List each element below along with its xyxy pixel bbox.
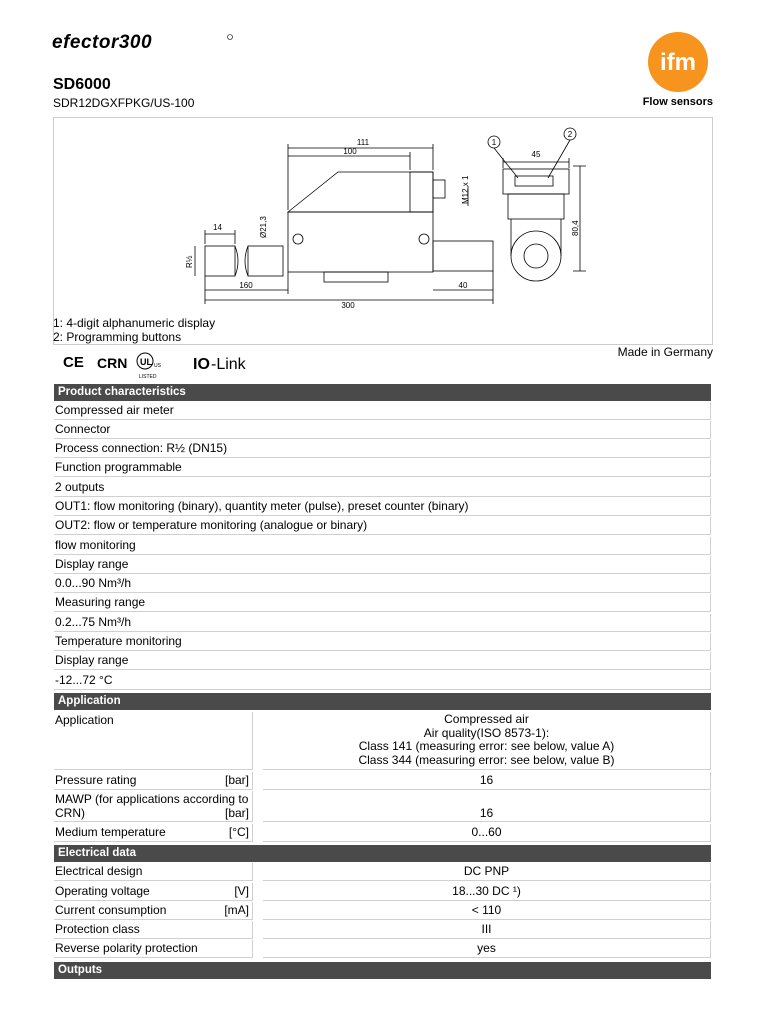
list-item: flow monitoring [54,537,711,555]
list-item: 2 outputs [54,479,711,497]
row-value: 18...30 DC ¹) [263,883,711,901]
medium-temperature-row [54,824,711,842]
list-item: -12...72 °C [54,672,711,690]
dim-45: 45 [531,150,541,159]
application-value-line: Air quality(ISO 8573-1): [423,725,550,740]
row-value: < 110 [263,902,711,920]
row-label: Protection class [55,922,140,936]
table-row [54,940,711,958]
pressure-rating-label: Pressure rating [55,773,137,787]
pressure-rating-row [54,772,711,790]
application-value-line: Class 141 (measuring error: see below, value A) [358,739,615,754]
certification-marks [61,351,261,381]
list-item: Function programmable [54,459,711,477]
application-label: Application [55,713,114,727]
callout-1: 1 [491,138,497,147]
list-item: Measuring range [54,594,711,612]
ifm-logo-text: ifm [660,49,696,76]
efector300-brand-logo [52,33,234,51]
pressure-rating-unit: [bar] [224,773,249,787]
dim-80-4: 80,4 [571,220,580,236]
dim-111: 111 [356,138,370,147]
ul-mark-icon: UL [140,357,152,367]
article-number: SDR12DGXFPKG/US-100 [53,96,195,110]
mawp-label-line1: MAWP (for applications according to [55,792,249,806]
list-item: Compressed air meter [54,402,711,420]
dim-160: 160 [239,281,253,290]
list-item: Process connection: R½ (DN15) [54,440,711,458]
medium-temperature-value: 0...60 [263,824,711,842]
row-label: Electrical design [55,864,143,878]
application-value-line: Compressed air [444,712,529,726]
dim-14: 14 [213,223,222,232]
list-item: 0.0...90 Nm³/h [54,575,711,593]
table-row [54,863,711,881]
svg-text:LISTED: LISTED [139,374,157,380]
legend-item-1: 1: 4-digit alphanumeric display [53,316,216,330]
application-row [54,712,711,770]
ifm-logo [648,32,708,92]
dim-r-half: R½ [185,255,194,268]
medium-temperature-label: Medium temperature [55,825,166,839]
row-value: yes [263,940,711,958]
list-item: 0.2...75 Nm³/h [54,614,711,632]
brand-text: efector300 [52,33,153,51]
application-value-line: Class 344 (measuring error: see below, value B) [358,752,615,767]
mawp-row [54,791,711,822]
table-row [54,921,711,939]
crn-mark: CRN [97,355,128,371]
row-unit: [V] [234,884,249,898]
svg-text:US: US [154,363,161,369]
list-item: OUT1: flow monitoring (binary), quantity meter (pulse), preset counter (binary) [54,498,711,516]
product-category: Flow sensors [642,96,713,108]
table-row [54,902,711,920]
drawing-legend [53,316,215,344]
section-product-characteristics: Product characteristics [54,384,711,401]
section-application: Application [54,693,711,710]
ce-mark-icon: CE [63,354,84,371]
row-value: DC PNP [263,863,711,881]
dim-m12: M12 x 1 [461,175,470,204]
row-unit: [mA] [224,903,249,917]
legend-item-2: 2: Programming buttons [53,330,182,344]
section-outputs: Outputs [54,962,711,979]
io-link-mark: IO [193,356,210,373]
row-label: Current consumption [55,903,167,917]
list-item: Display range [54,556,711,574]
product-title: SD6000 [53,76,111,93]
list-item: Connector [54,421,711,439]
mawp-value: 16 [263,791,711,822]
dim-100: 100 [343,147,357,156]
list-item: Temperature monitoring [54,633,711,651]
section-electrical-data: Electrical data [54,845,711,862]
row-label: Reverse polarity protection [55,941,198,955]
list-item: Display range [54,652,711,670]
svg-text:-Link: -Link [211,356,246,373]
mawp-unit: [bar] [224,806,249,820]
list-item: OUT2: flow or temperature monitoring (analogue or binary) [54,517,711,535]
dim-300: 300 [341,301,355,310]
callout-2: 2 [567,130,573,139]
row-value: III [263,921,711,939]
dim-40: 40 [458,281,468,290]
made-in: Made in Germany [617,345,713,359]
pressure-rating-value: 16 [263,772,711,790]
dim-d21-3: Ø21,3 [259,216,268,238]
table-row [54,883,711,901]
row-label: Operating voltage [55,884,150,898]
dimension-drawing [178,126,588,312]
medium-temperature-unit: [°C] [228,825,249,839]
mawp-label-line2: CRN) [55,806,85,820]
